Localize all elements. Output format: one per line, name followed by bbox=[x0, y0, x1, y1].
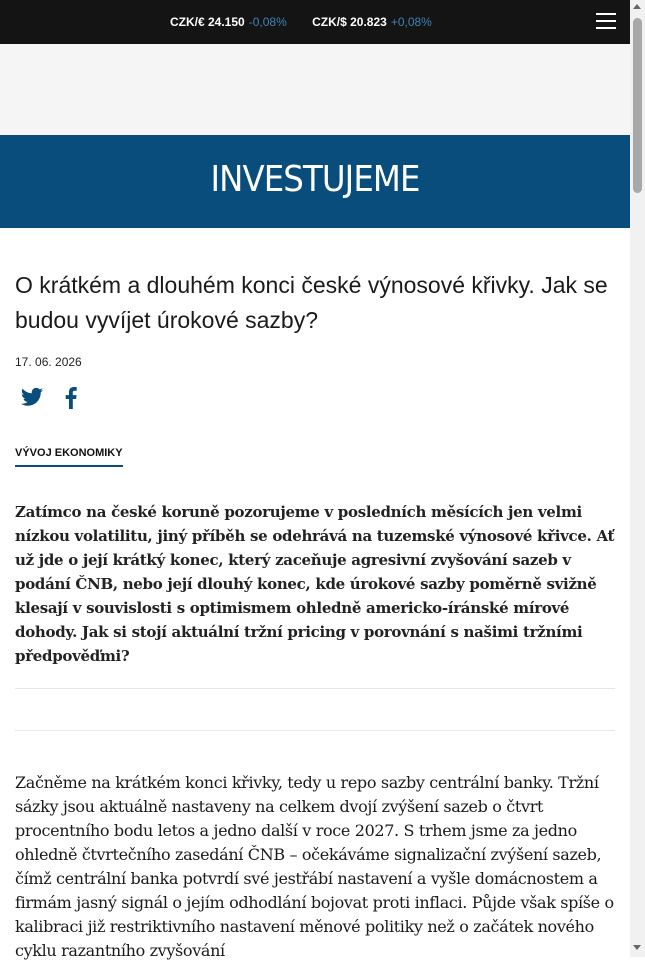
article-body: Začněme na krátkém konci křivky, tedy u repo sazby centrální banky. Tržní sázky jsou aktuálně nastaveny na celkem dvojí zvýšení sazeb o čtvrt procentního bodu letos a jedno další v roce 2027. S trhem jsme za jedno ohledně čtvrtečního zasedání ČNB – očekáváme signalizační zvýšení sazeb, čímž centrální banka potvrdí své jestřábí nastavení a vyšle domácnostem a firmám jasný signál o jejím odhodlání bojovat proti inflaci. Půjde však spíše o kalibraci již restriktivního nastavení měnové politiky než o začátek nového cyklu razantního zvyšování bbox=[15, 773, 614, 960]
article-title: O krátkém a dlouhém konci české výnosové křivky. Jak se budou vyvíjet úrokové sazby? bbox=[15, 272, 608, 333]
twitter-icon[interactable] bbox=[21, 387, 43, 407]
scroll-thumb[interactable] bbox=[633, 18, 642, 193]
brand-banner bbox=[0, 135, 630, 228]
category-tag[interactable]: VÝVOJ EKONOMIKY bbox=[15, 447, 123, 467]
site-logo[interactable]: INVESTUJEME bbox=[210, 159, 420, 200]
rate-usd-change: +0,08% bbox=[390, 15, 432, 29]
menu-icon[interactable] bbox=[596, 13, 616, 31]
top-bar bbox=[0, 0, 630, 44]
rate-eur bbox=[170, 15, 287, 29]
divider bbox=[15, 730, 615, 731]
rate-usd-value: CZK/$ 20.823 bbox=[312, 15, 387, 29]
article-lead: Zatímco na české koruně pozorujeme v posledních měsících jen velmi nízkou volatilitu, jiný příběh se odehrává na tuzemské výnosové křivce. Ať už jde o její krátký konec, který zaceňuje agresivní zvyšování sazeb v podání ČNB, nebo její dlouhý konec, kde úrokové sazby poměrně svižně klesají v souvislosti s optimismem ohledně americko-íránské mírové dohody. Jak si stojí aktuální tržní pricing v porovnání s našimi tržními předpověďmi? bbox=[15, 503, 615, 665]
currency-ticker bbox=[170, 15, 454, 29]
scroll-down-icon[interactable] bbox=[633, 945, 641, 950]
scroll-up-icon[interactable] bbox=[633, 4, 641, 9]
scrollbar[interactable] bbox=[630, 0, 645, 957]
divider bbox=[15, 688, 615, 689]
rate-eur-change: -0,08% bbox=[248, 15, 287, 29]
ad-space bbox=[0, 44, 630, 135]
rate-usd bbox=[312, 15, 432, 29]
article-date: 17. 06. 2026 bbox=[15, 355, 82, 369]
facebook-icon[interactable] bbox=[65, 387, 77, 409]
rate-eur-value: CZK/€ 24.150 bbox=[170, 15, 245, 29]
